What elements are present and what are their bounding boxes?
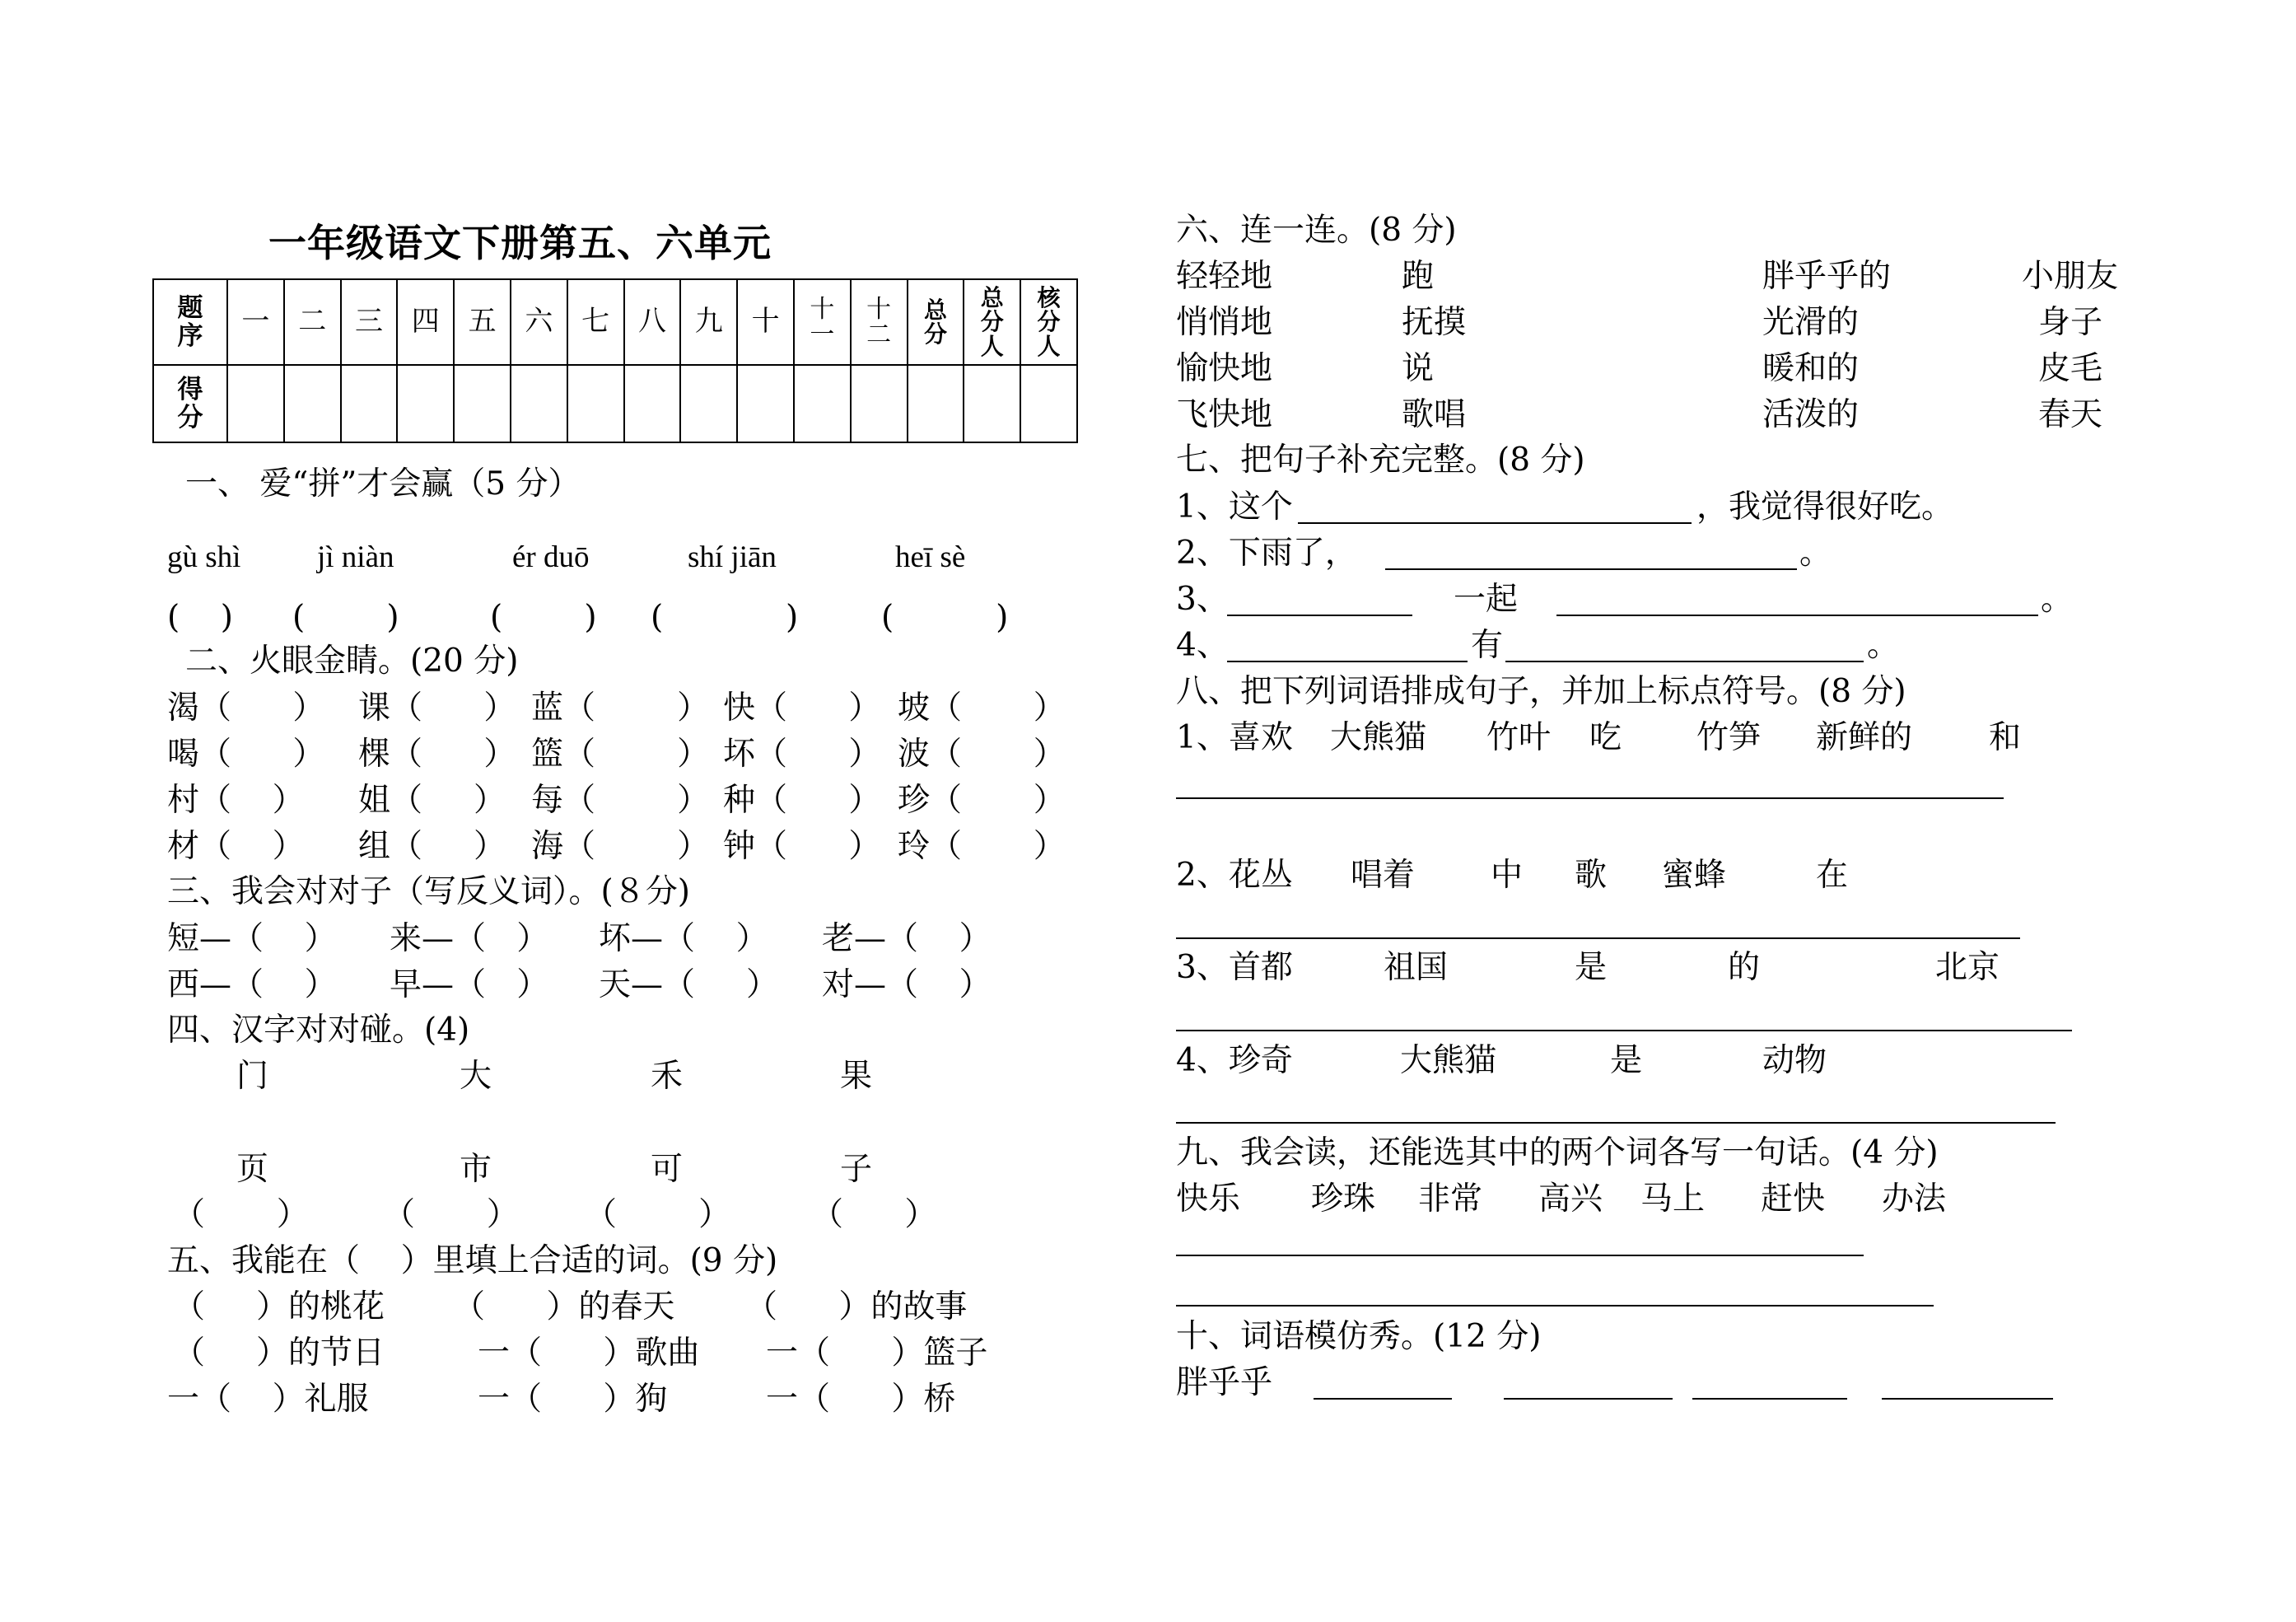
answer-bracket[interactable]: （ ）: [173, 1196, 309, 1233]
match-item[interactable]: 跑: [1402, 258, 1435, 295]
char-item[interactable]: 快（ ）: [723, 689, 881, 727]
answer-bracket[interactable]: （ ）: [383, 1196, 519, 1233]
score-cell[interactable]: [1020, 365, 1077, 442]
answer-bracket[interactable]: ( ): [881, 599, 1009, 636]
char-top: 果: [840, 1058, 873, 1095]
section-5-heading: 五、我能在（ ）里填上合适的词。(9 分): [167, 1242, 778, 1279]
word-item: 马上: [1640, 1180, 1706, 1218]
char-item[interactable]: 渴（ ）: [167, 689, 325, 727]
antonym-item[interactable]: 来—（ ）: [390, 920, 549, 957]
char-top: 禾: [651, 1058, 684, 1095]
match-item[interactable]: 光滑的: [1762, 304, 1860, 341]
score-table-col: [794, 279, 851, 365]
score-col-label: 十: [751, 305, 780, 339]
sentence-4-end: 。: [1867, 627, 1900, 664]
word-item: 办法: [1882, 1180, 1947, 1218]
score-cell[interactable]: [227, 365, 284, 442]
word-item: 吃: [1589, 719, 1622, 756]
score-table-col: [908, 279, 964, 365]
example-word: 胖乎乎: [1176, 1364, 1273, 1401]
section-10-heading: 十、词语模仿秀。(12 分): [1176, 1318, 1542, 1355]
sentence-3-blank-b[interactable]: [1556, 615, 2038, 616]
char-bottom: 页: [236, 1151, 269, 1188]
word-item: 1、喜欢: [1176, 719, 1293, 756]
word-item: 竹叶: [1486, 719, 1552, 756]
word-item: 4、珍奇: [1176, 1042, 1293, 1079]
char-item[interactable]: 棵（ ）: [358, 736, 516, 773]
answer-line[interactable]: [1176, 797, 2004, 799]
char-item[interactable]: 种（ ）: [723, 782, 881, 819]
char-top: 大: [460, 1058, 492, 1095]
word-item: 在: [1816, 857, 1849, 894]
match-item[interactable]: 活泼的: [1762, 396, 1860, 433]
sentence-3-mid: 一起: [1454, 581, 1519, 618]
word-item: 竹笋: [1696, 719, 1762, 756]
score-table-col: [397, 279, 454, 365]
fill-word-item[interactable]: （ ）的故事: [745, 1288, 968, 1325]
section-4-heading: 四、汉字对对碰。(4): [167, 1012, 470, 1049]
score-col-label: 总 分: [923, 296, 947, 348]
score-table-row-label: [153, 365, 227, 442]
score-cell[interactable]: [284, 365, 341, 442]
fill-word-item[interactable]: （ ）的节日: [173, 1335, 385, 1372]
score-col-label: 六: [525, 305, 553, 339]
score-cell[interactable]: [397, 365, 454, 442]
section-7-heading: 七、把句子补充完整。(8 分): [1176, 442, 1585, 479]
char-item[interactable]: 姐（ ）: [358, 782, 506, 819]
char-item[interactable]: 钟（ ）: [723, 828, 881, 865]
sentence-3-blank-a[interactable]: [1227, 615, 1412, 616]
sentence-2-blank[interactable]: [1385, 568, 1797, 570]
sentence-4-mid: 有: [1471, 627, 1504, 664]
word-item: 中: [1491, 857, 1524, 894]
score-table-col: [680, 279, 737, 365]
match-item[interactable]: 暖和的: [1762, 350, 1860, 387]
score-cell[interactable]: [680, 365, 737, 442]
char-item[interactable]: 篮（ ）: [531, 736, 710, 773]
fill-word-item[interactable]: 一（ ）桥: [766, 1381, 956, 1418]
score-cell[interactable]: [908, 365, 964, 442]
char-item[interactable]: 波（ ）: [898, 736, 1066, 773]
answer-line[interactable]: [1176, 1122, 2056, 1124]
score-table-col: [851, 279, 908, 365]
antonym-item[interactable]: 西—（ ）: [167, 966, 337, 1003]
antonym-item[interactable]: 老—（ ）: [822, 920, 992, 957]
section-9-heading: 九、我会读，还能选其中的两个词各写一句话。(4 分): [1176, 1134, 1939, 1171]
answer-line[interactable]: [1882, 1398, 2053, 1400]
score-col-label: 一: [241, 305, 270, 339]
word-item: 高兴: [1538, 1180, 1603, 1218]
fill-word-item[interactable]: （ ）的春天: [453, 1288, 675, 1325]
score-col-label: 十 二: [866, 294, 892, 349]
sentence-1-blank[interactable]: [1298, 522, 1692, 524]
section-6-heading: 六、连一连。(8 分): [1176, 212, 1457, 249]
char-item[interactable]: 组（ ）: [358, 828, 506, 865]
char-item[interactable]: 材（ ）: [167, 828, 305, 865]
answer-bracket[interactable]: ( ): [167, 599, 234, 636]
answer-line[interactable]: [1176, 1255, 1864, 1256]
score-col-label: 四: [411, 305, 440, 339]
match-item[interactable]: 愉快地: [1176, 350, 1273, 387]
sentence-3-start: 3、: [1176, 581, 1229, 618]
match-item[interactable]: 春天: [2038, 396, 2103, 433]
char-item[interactable]: 玲（ ）: [898, 828, 1066, 865]
score-table-header-label: [153, 279, 227, 365]
match-item[interactable]: 轻轻地: [1176, 258, 1273, 295]
score-table-col: [454, 279, 511, 365]
match-item[interactable]: 皮毛: [2038, 350, 2103, 387]
score-col-label: 五: [468, 305, 497, 339]
char-item[interactable]: 村（ ）: [167, 782, 305, 819]
answer-line[interactable]: [1176, 1305, 1934, 1306]
char-top: 门: [236, 1058, 269, 1095]
word-item: 是: [1610, 1042, 1643, 1079]
score-table-col: [964, 279, 1020, 365]
answer-line[interactable]: [1314, 1398, 1452, 1400]
char-item[interactable]: 海（ ）: [531, 828, 710, 865]
answer-bracket[interactable]: （ ）: [585, 1196, 731, 1233]
match-item[interactable]: 歌唱: [1402, 396, 1467, 433]
char-item[interactable]: 珍（ ）: [898, 782, 1066, 819]
sentence-4-blank-a[interactable]: [1227, 661, 1468, 662]
score-cell[interactable]: [851, 365, 908, 442]
answer-line[interactable]: [1504, 1398, 1673, 1400]
score-table-col: [737, 279, 794, 365]
word-item: 2、花丛: [1176, 857, 1293, 894]
antonym-item[interactable]: 对—（ ）: [822, 966, 992, 1003]
sentence-1-start: 1、这个: [1176, 488, 1293, 526]
antonym-item[interactable]: 天—（ ）: [599, 966, 778, 1003]
word-item: 唱着: [1351, 857, 1416, 894]
answer-bracket[interactable]: ( ): [292, 599, 399, 636]
word-item: 大熊猫: [1330, 719, 1427, 756]
word-item: 快乐: [1176, 1180, 1241, 1218]
section-3-heading: 三、我会对对子（写反义词）。(８分): [167, 873, 690, 910]
match-item[interactable]: 抚摸: [1402, 304, 1467, 341]
char-item[interactable]: 每（ ）: [531, 782, 710, 819]
score-cell[interactable]: [737, 365, 794, 442]
char-bottom: 市: [460, 1151, 492, 1188]
match-item[interactable]: 说: [1402, 350, 1435, 387]
score-col-label: 核 分 人: [1037, 283, 1061, 360]
word-item: 蜜蜂: [1662, 857, 1727, 894]
antonym-item[interactable]: 早—（ ）: [390, 966, 549, 1003]
word-item: 歌: [1575, 857, 1608, 894]
sentence-4-start: 4、: [1176, 627, 1229, 664]
sentence-4-blank-b[interactable]: [1505, 661, 1864, 662]
answer-bracket[interactable]: ( ): [651, 599, 799, 636]
sentence-2-end: 。: [1799, 535, 1832, 572]
pinyin-item: ér duō: [512, 540, 590, 574]
section-2-heading: 二、火眼金睛。(20 分): [185, 643, 519, 680]
score-cell[interactable]: [624, 365, 681, 442]
score-table-col: [511, 279, 567, 365]
char-item[interactable]: 喝（ ）: [167, 736, 325, 773]
match-item[interactable]: 悄悄地: [1176, 304, 1273, 341]
score-cell[interactable]: [794, 365, 851, 442]
char-bottom: 子: [840, 1151, 873, 1188]
score-table-col: [341, 279, 398, 365]
word-item: 大熊猫: [1400, 1042, 1497, 1079]
score-col-label: 总 分 人: [980, 283, 1004, 360]
word-item: 3、首都: [1176, 949, 1293, 986]
pinyin-item: heī sè: [895, 540, 966, 574]
char-bottom: 可: [651, 1151, 684, 1188]
score-col-label: 十 一: [810, 294, 835, 349]
score-cell[interactable]: [964, 365, 1020, 442]
score-table-col: [1020, 279, 1077, 365]
antonym-item[interactable]: 坏—（ ）: [599, 920, 768, 957]
char-item[interactable]: 坏（ ）: [723, 736, 881, 773]
score-col-label: 二: [298, 305, 327, 339]
word-item: 是: [1575, 949, 1608, 986]
word-item: 非常: [1418, 1180, 1483, 1218]
score-table-col: [284, 279, 341, 365]
section-1-heading: 一、 爱“拼”才会赢（5 分）: [185, 465, 581, 502]
char-item[interactable]: 坡（ ）: [898, 689, 1066, 727]
word-item: 新鲜的: [1816, 719, 1913, 756]
score-table-header-text: 题 序: [177, 292, 203, 351]
score-col-label: 八: [637, 305, 666, 339]
score-col-label: 九: [694, 305, 723, 339]
match-item[interactable]: 小朋友: [2022, 258, 2119, 295]
score-cell[interactable]: [567, 365, 624, 442]
answer-bracket[interactable]: （ ）: [811, 1196, 937, 1233]
word-item: 珍珠: [1311, 1180, 1376, 1218]
word-item: 和: [1989, 719, 2022, 756]
fill-word-item[interactable]: 一（ ）篮子: [766, 1335, 988, 1372]
fill-word-item[interactable]: （ ）的桃花: [173, 1288, 385, 1325]
score-cell[interactable]: [511, 365, 567, 442]
sentence-1-end: ，我觉得很好吃。: [1696, 488, 1954, 526]
answer-bracket[interactable]: ( ): [490, 599, 597, 636]
word-item: 北京: [1935, 949, 2000, 986]
antonym-item[interactable]: 短—（ ）: [167, 920, 337, 957]
pinyin-item: gù shì: [167, 540, 241, 574]
pinyin-item: shí jiān: [688, 540, 777, 574]
score-cell[interactable]: [341, 365, 398, 442]
score-table: [152, 278, 1078, 443]
fill-word-item[interactable]: 一（ ）狗: [478, 1381, 668, 1418]
match-item[interactable]: 身子: [2038, 304, 2103, 341]
score-col-label: 三: [354, 305, 383, 339]
score-table-col: [227, 279, 284, 365]
fill-word-item[interactable]: 一（ ）歌曲: [478, 1335, 700, 1372]
char-item[interactable]: 课（ ）: [358, 689, 516, 727]
sentence-3-end: 。: [2041, 581, 2074, 618]
score-table-col: [624, 279, 681, 365]
word-item: 动物: [1762, 1042, 1827, 1079]
char-item[interactable]: 蓝（ ）: [531, 689, 710, 727]
score-row-label: 得 分: [177, 374, 203, 432]
section-8-heading: 八、把下列词语排成句子，并加上标点符号。(8 分): [1176, 673, 1906, 710]
score-col-label: 七: [581, 305, 610, 339]
word-item: 赶快: [1761, 1180, 1826, 1218]
score-table-col: [567, 279, 624, 365]
answer-line[interactable]: [1692, 1398, 1847, 1400]
pinyin-item: jì niàn: [317, 540, 394, 574]
answer-line[interactable]: [1176, 937, 2020, 939]
page-title: 一年级语文下册第五、六单元: [268, 221, 772, 265]
match-item[interactable]: 飞快地: [1176, 396, 1273, 433]
fill-word-item[interactable]: 一（ ）礼服: [167, 1381, 369, 1418]
sentence-2-start: 2、下雨了，: [1176, 535, 1357, 572]
word-item: 的: [1728, 949, 1761, 986]
answer-line[interactable]: [1176, 1030, 2072, 1031]
score-cell[interactable]: [454, 365, 511, 442]
match-item[interactable]: 胖乎乎的: [1762, 258, 1892, 295]
word-item: 祖国: [1384, 949, 1449, 986]
